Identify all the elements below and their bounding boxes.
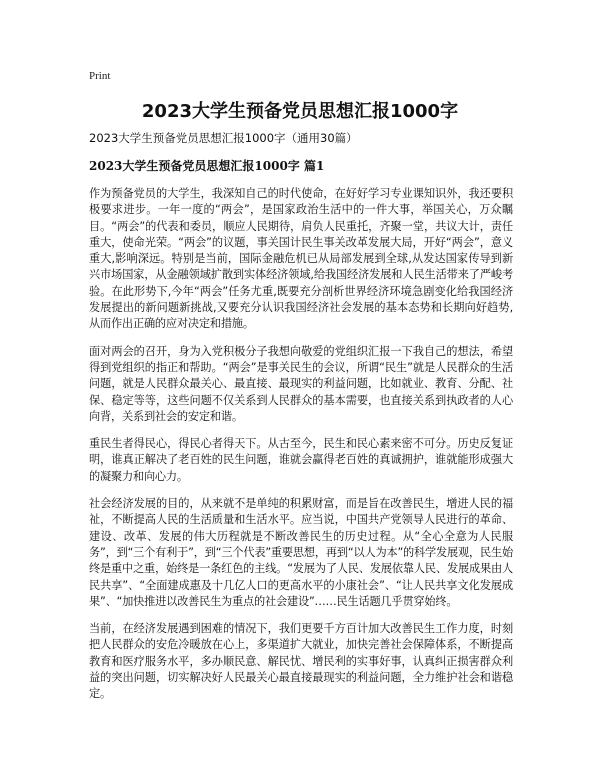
paragraph-4: 社会经济发展的目的，从来就不是单纯的积累财富，而是旨在改善民生，增进人民的福祉，不断提高人民的生活质量和生活水平。应当说，中国共产党领导人民进行的革命、建设、改革、发展的伟大历程就是不断改善民生的历史过程。从“全心全意为人民服务”，到“三个有利于”，到“三个代表”重要思想，再到“以人为本”的科学发展观，民生始终是重中之重，始终是一条红色的主线。“发展为了人民、发展依靠人民、发展成果由人民共享”、“全面建成惠及十几亿人口的更高水平的小康社会”、“让人民共享文化发展成果”、“加快推进以改善民生为重点的社会建设”……民生话题几乎贯穿始终。 [89, 497, 513, 608]
document-title: 2023大学生预备党员思想汇报1000字 [141, 101, 459, 122]
paragraph-1: 作为预备党员的大学生，我深知自己的时代使命，在好好学习专业课知识外，我还要积极要求进步。一年一度的“两会”，是国家政治生活中的一件大事，举国关心，万众瞩目。“两会”的代表和委员，顺应人民期待，肩负人民重托，齐聚一堂，共议大计，责任重大，使命光荣。“两会”的议题，事关国计民生事关改革发展大局，开好“两会”，意义重大,影响深远。特别是当前，国际金融危机已从局部发展到全球,从发达国家传导到新兴市场国家，从金融领域扩散到实体经济领域,给我国经济发展和人民生活带来了严峻考验。在此形势下,今年“两会”任务尤重,既要充分剖析世界经济环境急剧变化给我国经济发展提出的新问题新挑战,又要充分认识我国经济社会发展的基本态势和长期向好趋势,从而作出正确的应对决定和措施。 [89, 187, 513, 331]
paragraph-3: 重民生者得民心，得民心者得天下。从古至今，民生和民心素来密不可分。历史反复证明，谁真正解决了老百姓的民生问题，谁就会赢得老百姓的真诚拥护，谁就能形成强大的凝聚力和向心力。 [89, 437, 513, 483]
print-link[interactable]: Print [89, 70, 111, 82]
document-subtitle: 2023大学生预备党员思想汇报1000字（通用30篇） [89, 131, 358, 145]
body-text [89, 186, 513, 714]
paragraph-2: 面对两会的召开，身为入党积极分子我想向敬爱的党组织汇报一下我自己的想法，希望得到党组织的指正和帮助。“两会”是事关民生的会议，所谓“民生”就是人民群众的生活问题，就是人民群众最关心、最直接、最现实的利益问题，比如就业、教育、分配、社保、稳定等等，这些问题不仅关系到人民群众的基本需要，也直接关系到执政者的人心向背，关系到社会的安定和谐。 [89, 344, 513, 423]
section-heading: 2023大学生预备党员思想汇报1000字 篇1 [89, 159, 325, 173]
paragraph-5: 当前，在经济发展遇到困难的情况下，我们更要千方百计加大改善民生工作力度，时刻把人民群众的安危冷暖放在心上，多渠道扩大就业，加快完善社会保障体系，不断提高教育和医疗服务水平，多办顺民意、解民忧、增民利的实事好事，认真纠正损害群众利益的突出问题，切实解决好人民最关心最直接最现实的利益问题，全力维护社会和谐稳定。 [89, 622, 513, 701]
